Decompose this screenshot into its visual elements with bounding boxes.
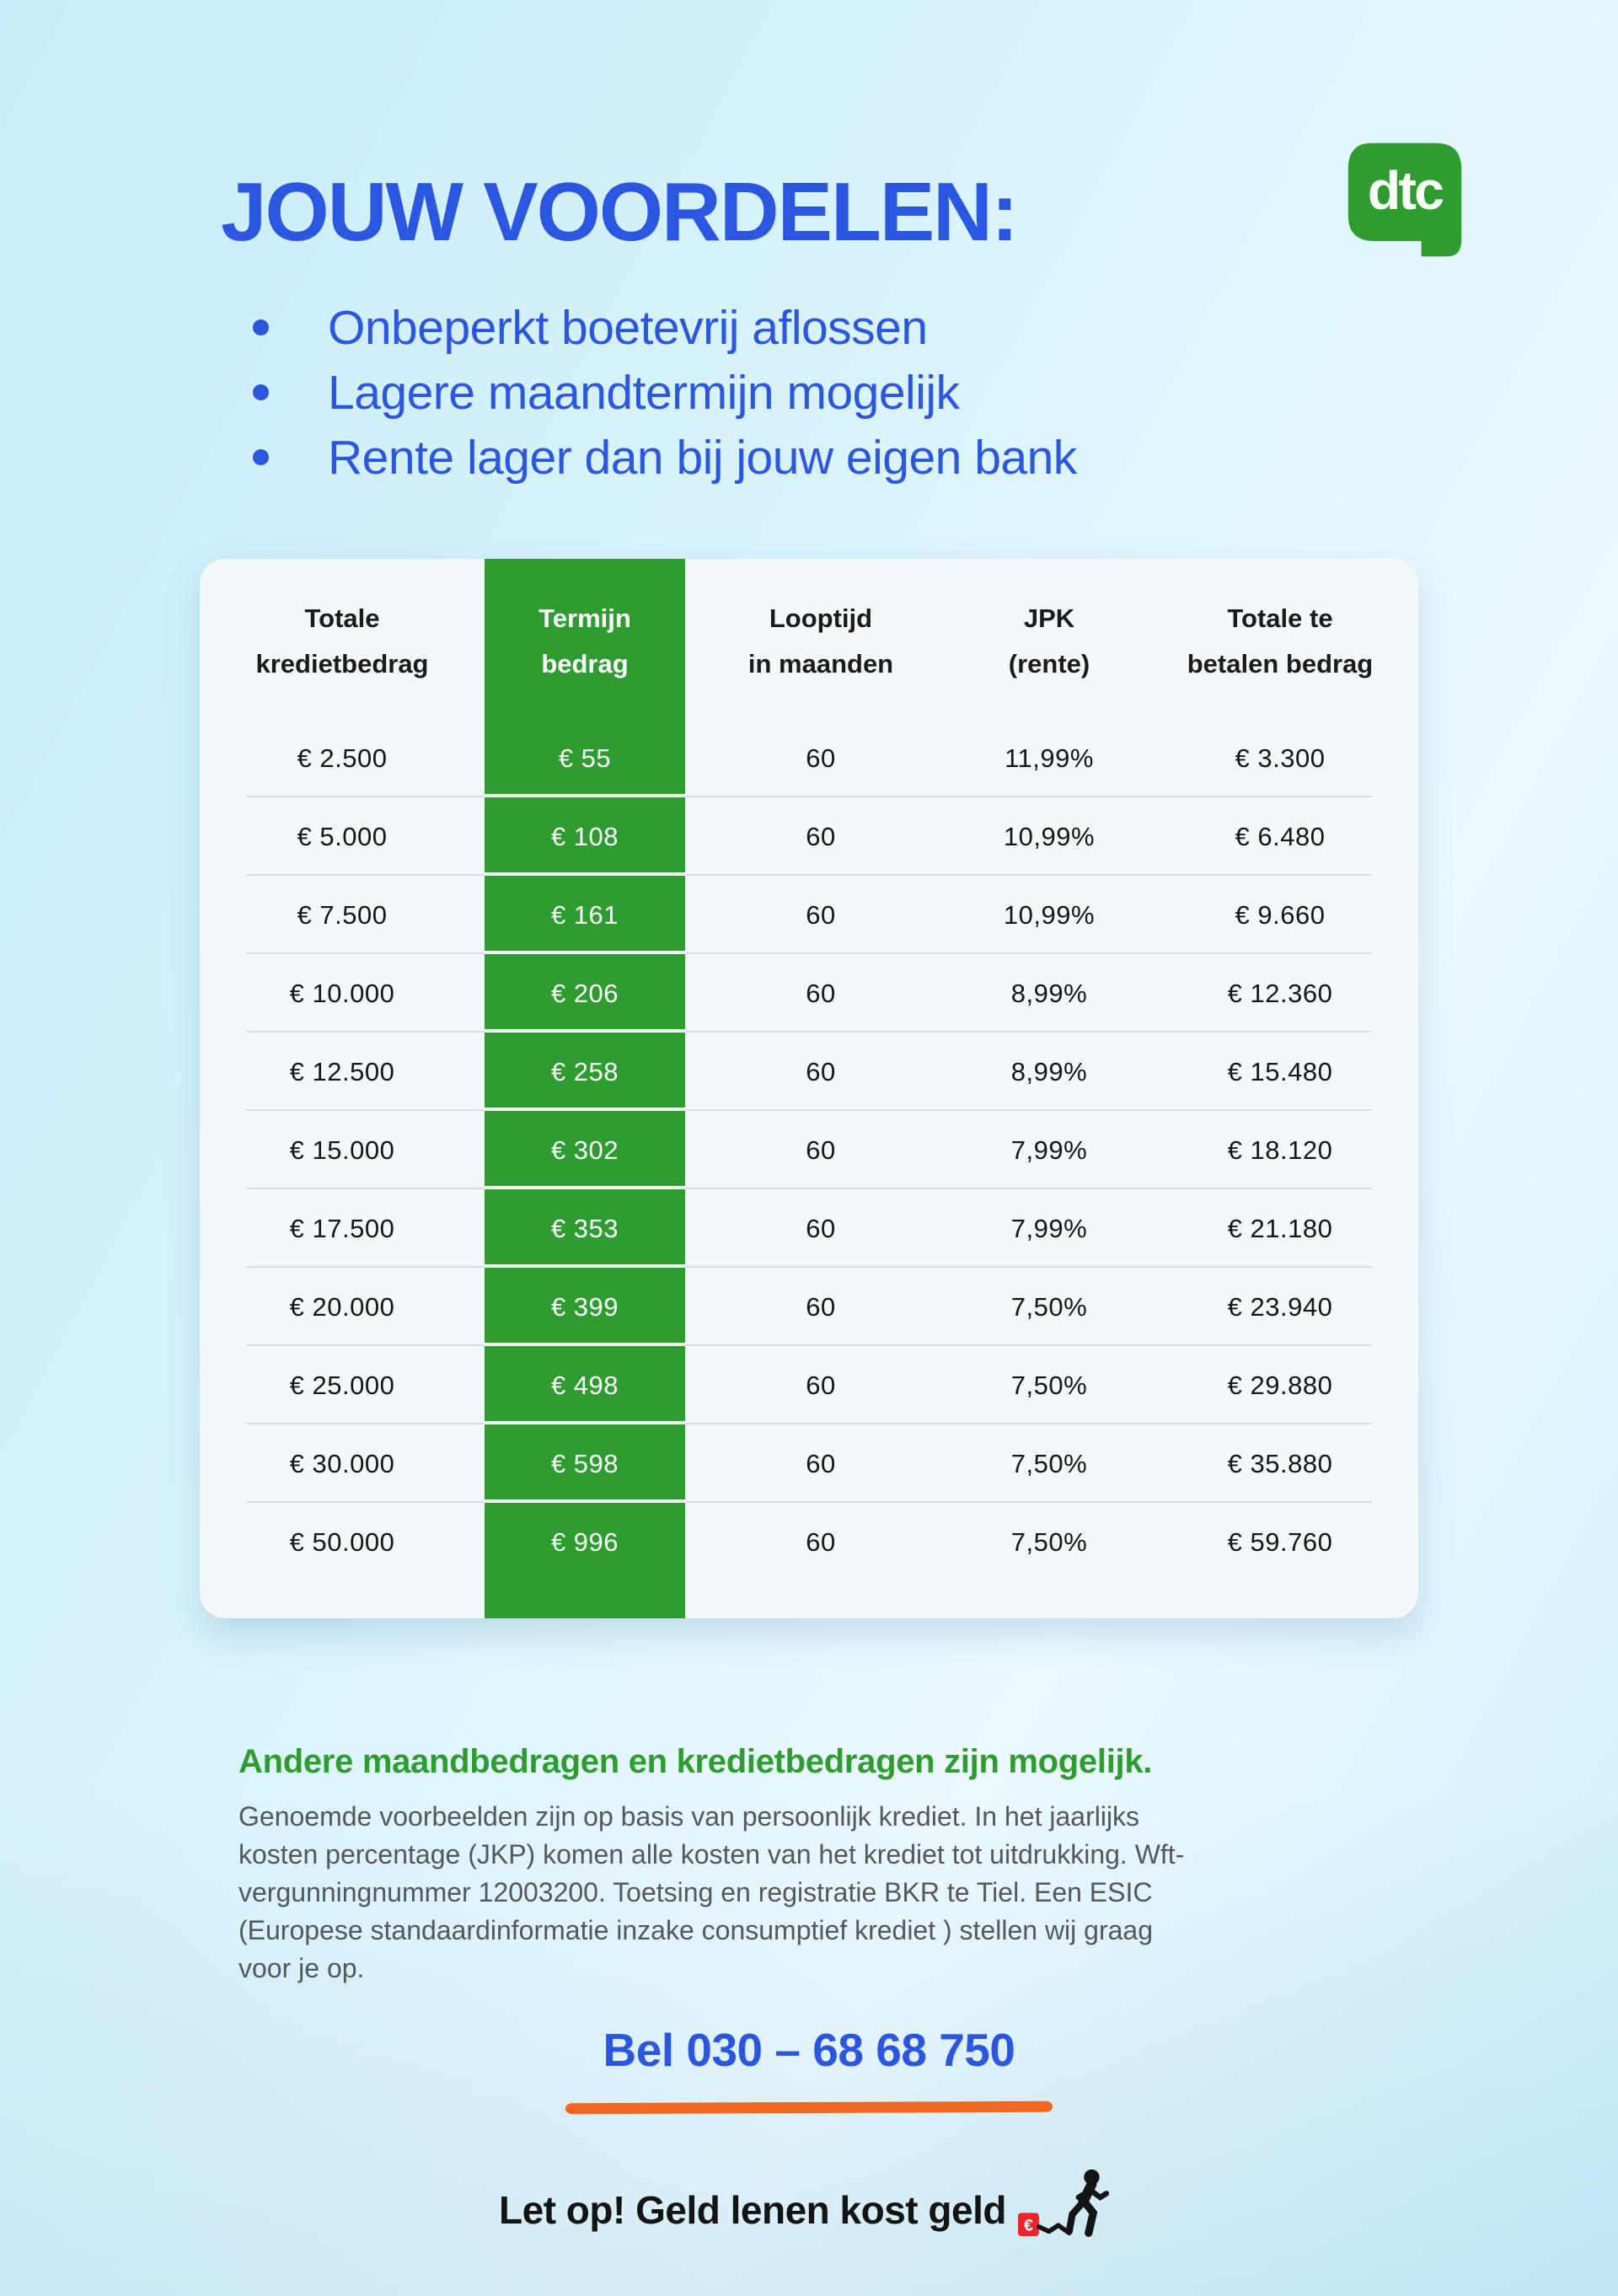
benefits-list: [253, 295, 1077, 490]
table-cell-r1-c2: 60: [685, 797, 956, 876]
table-cell-r6-c3: 7,99%: [956, 1189, 1142, 1268]
header-line: Termijn: [538, 604, 631, 633]
table-cell-r1-c0: € 5.000: [200, 797, 485, 876]
table-cell-r9-c4: € 35.880: [1142, 1424, 1418, 1503]
table-cell-r9-c1: € 598: [485, 1424, 685, 1503]
table-cell-r10-c0: € 50.000: [289, 1526, 395, 1557]
table-cell-r10-c3: 7,50%: [1010, 1526, 1088, 1557]
table-cell-r1-c1: € 108: [485, 797, 685, 876]
table-cell-r3-c4: € 12.360: [1142, 954, 1418, 1033]
benefit-item: [253, 425, 1077, 490]
bullet-text: Rente lager dan bij jouw eigen bank: [328, 430, 1077, 485]
credit-warning-row: [0, 2168, 1618, 2252]
header-line: JPK: [1023, 604, 1075, 633]
header-line: Totale te: [1227, 604, 1333, 633]
table-cell-r8-c3: 7,50%: [956, 1346, 1142, 1424]
col-header-totale-te-betalen: [1142, 559, 1418, 719]
note-heading: Andere maandbedragen en kredietbedragen zijn mogelijk.: [238, 1743, 1153, 1780]
table-cell-r7-c2: 60: [685, 1268, 956, 1346]
header-line: bedrag: [541, 649, 629, 679]
table-cell-r0-c0: € 2.500: [200, 719, 485, 797]
note-body: Genoemde voorbeelden zijn op basis van persoonlijk krediet. In het jaarlijks kosten percentage (JKP) komen alle kosten van het krediet tot uitdrukking. Wft-vergunningnummer 12003200. Toetsing en registratie BKR te Tiel. Een ESIC (Europese standaardinformatie inzake consumptief krediet ) stellen wij graag voor je op.: [238, 1801, 1185, 1983]
chain-line: [1039, 2225, 1069, 2233]
table-cell-r4-c4: € 15.480: [1142, 1033, 1418, 1111]
bullet-text: Lagere maandtermijn mogelijk: [328, 365, 960, 420]
table-cell-r2-c1: € 161: [485, 876, 685, 954]
table-cell-r3-c0: € 10.000: [200, 954, 485, 1033]
header-line: (rente): [1008, 649, 1090, 679]
header-line: Looptijd: [769, 604, 873, 633]
bullet-dot: [253, 384, 269, 400]
phone-number: Bel 030 – 68 68 750: [603, 2024, 1015, 2076]
dtc-logo-shape: [1346, 141, 1464, 259]
benefit-item: [253, 295, 1077, 360]
credit-table: [200, 559, 1418, 1618]
table-cell-r0-c3: 11,99%: [956, 719, 1142, 797]
table-cell-r5-c0: € 15.000: [200, 1111, 485, 1189]
table-cell-r1-c3: 10,99%: [956, 797, 1142, 876]
table-cell-r5-c1: € 302: [485, 1111, 685, 1189]
table-cell-r9-c2: 60: [685, 1424, 956, 1503]
header-line: betalen bedrag: [1187, 649, 1374, 679]
table-cell-r10-c4: € 59.760: [1227, 1526, 1333, 1557]
table-cell-r9-c3: 7,50%: [956, 1424, 1142, 1503]
table-cell-r6-c2: 60: [685, 1189, 956, 1268]
col-header-looptijd: [685, 559, 956, 719]
table-cell-r6-c1: € 353: [485, 1189, 685, 1268]
col-header-termijnbedrag: [485, 559, 685, 719]
table-cell-r5-c2: 60: [685, 1111, 956, 1189]
table-cell-r10-c1: € 996: [550, 1526, 619, 1557]
bullet-dot: [253, 449, 269, 465]
dtc-logo: [1346, 141, 1464, 259]
table-cell-r0-c4: € 3.300: [1142, 719, 1418, 797]
bullet-dot: [253, 319, 269, 335]
table-cell-r4-c2: 60: [685, 1033, 956, 1111]
table-cell-r3-c2: 60: [685, 954, 956, 1033]
table-cell-r5-c3: 7,99%: [956, 1111, 1142, 1189]
header-line: in maanden: [747, 649, 894, 679]
table-cell-r4-c0: € 12.500: [200, 1033, 485, 1111]
euro-badge-symbol: €: [1024, 2217, 1033, 2235]
walking-figure: [1069, 2170, 1106, 2233]
table-cell-r7-c4: € 23.940: [1142, 1268, 1418, 1346]
table-cell-r5-c4: € 18.120: [1142, 1111, 1418, 1189]
col-header-totale-kredietbedrag: [200, 559, 485, 719]
table-cell-r2-c0: € 7.500: [200, 876, 485, 954]
table-cell-r8-c4: € 29.880: [1142, 1346, 1418, 1424]
table-cell-r0-c1: € 55: [485, 719, 685, 797]
table-cell-r4-c3: 8,99%: [956, 1033, 1142, 1111]
benefit-item: [253, 360, 1077, 425]
table-cell-r6-c0: € 17.500: [200, 1189, 485, 1268]
table-cell-r2-c3: 10,99%: [956, 876, 1142, 954]
table-cell-r7-c3: 7,50%: [956, 1268, 1142, 1346]
table-cell-r1-c4: € 6.480: [1142, 797, 1418, 876]
credit-warning-text: Let op! Geld lenen kost geld: [499, 2188, 1006, 2232]
page-title: JOUW VOORDELEN:: [221, 165, 1017, 258]
table-cell-r4-c1: € 258: [485, 1033, 685, 1111]
phone-underline-mark: [565, 2101, 1053, 2115]
table-cell-r8-c1: € 498: [485, 1346, 685, 1424]
table-cell-r2-c4: € 9.660: [1142, 876, 1418, 954]
table-cell-r9-c0: € 30.000: [200, 1424, 485, 1503]
table-cell-r0-c2: 60: [685, 719, 956, 797]
table-cell-r7-c1: € 399: [485, 1268, 685, 1346]
table-cell-r3-c3: 8,99%: [956, 954, 1142, 1033]
header-line: Totale: [304, 604, 380, 633]
header-line: kredietbedrag: [255, 649, 429, 679]
col-header-jpk-rente: [956, 559, 1142, 719]
table-cell-r7-c0: € 20.000: [200, 1268, 485, 1346]
credit-table-card: [200, 559, 1418, 1618]
bullet-text: Onbeperkt boetevrij aflossen: [328, 300, 928, 355]
table-cell-r2-c2: 60: [685, 876, 956, 954]
table-cell-r3-c1: € 206: [485, 954, 685, 1033]
table-cell-r8-c0: € 25.000: [200, 1346, 485, 1424]
money-chain-icon: [1015, 2168, 1119, 2245]
table-cell-r10-c2: 60: [806, 1526, 836, 1557]
table-cell-r8-c2: 60: [685, 1346, 956, 1424]
table-cell-r6-c4: € 21.180: [1142, 1189, 1418, 1268]
dtc-logo-text: dtc: [1367, 160, 1443, 222]
